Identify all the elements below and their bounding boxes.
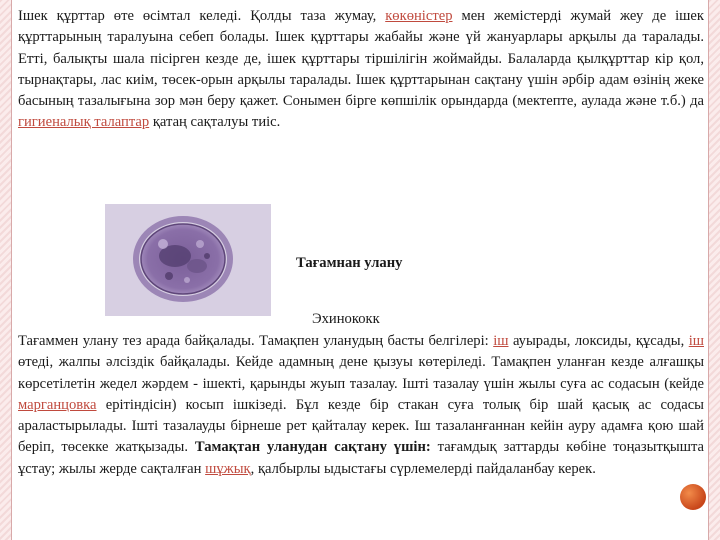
left-decorative-border bbox=[0, 0, 12, 540]
link-sausage[interactable]: шұжық bbox=[205, 460, 251, 477]
text-segment: Ішек құрттар өте өсімтал келеді. Қолды таза жумау, bbox=[18, 8, 386, 24]
orange-bullet-decoration bbox=[680, 484, 706, 510]
cell-illustration bbox=[105, 204, 271, 316]
text-segment: , қалбырлы ыдыстағы сүрлемелерді пайдаланбау керек. bbox=[250, 460, 596, 477]
bold-heading-prevention: Тамақтан уланудан сақтану үшін: bbox=[194, 439, 431, 456]
text-segment: мен жемістерді жумай жеу де ішек құрттарының таралуына себеп болады. Ішек құрттары жабайы және үй жануарлары арқылы да таралады. Етті, балықты шала пісірген кезде де, ішек құрттары тіршілігін жоймайды. Балаларда қылқұрттар кір қол, тырнақтары, лас киім, төсек-орын арқылы таралады. Ішек құрттарынан сақтану үшін әрбір адам өзінің жеке басының тазалығына зор мән беру қажет. Сонымен бірге көпшілік орындарда (мектепте, аулада және т.б.) да bbox=[18, 8, 704, 110]
link-permanganate[interactable]: марганцовка bbox=[18, 396, 97, 413]
paragraph-food-poisoning bbox=[18, 331, 704, 480]
text-segment: қатаң сақталуы тиіс. bbox=[149, 114, 281, 131]
echinococcus-image bbox=[105, 204, 271, 316]
text-segment: тағамдық заттарды көбіне тоңазытқышта ұстау; жылы жерде сақталған bbox=[18, 439, 704, 477]
section-heading: Тағамнан улану bbox=[296, 255, 403, 271]
figure-caption: Эхинококк bbox=[312, 311, 380, 327]
link-hygiene-requirements[interactable]: гигиеналық талаптар bbox=[18, 114, 150, 131]
link-vegetables[interactable]: көкөністер bbox=[385, 8, 453, 24]
link-abdomen-1[interactable]: іш bbox=[493, 333, 509, 349]
text-segment: ауырады, локсиды, құсады, bbox=[508, 333, 689, 349]
text-segment: өтеді, жалпы әлсіздік байқалады. Кейде адамның дене қызуы көтеріледі. Тамақпен уланған кезде алғашқы көрсетілетін жедел жәрдем - ішекті, қарынды жуып тазалау. Ішті тазалау үшін жылы суға ас содасын (кейде bbox=[18, 354, 704, 392]
text-segment: Тағаммен улану тез арада байқалады. Тамақпен уланудың басты белгілері: bbox=[18, 333, 494, 349]
link-abdomen-2[interactable]: іш bbox=[688, 333, 704, 349]
right-decorative-border bbox=[708, 0, 720, 540]
paragraph-intro bbox=[18, 6, 704, 134]
text-segment: ерітіндісін) косып ішкізеді. Бұл кезде бір стакан суға толық бір шай қасық ас содасы араластырылады. Ішті тазалауды бірнеше рет қайталау керек. Іш тазаланғаннан кейін ауру адамға қою шай беріп, төсекке жатқызады. bbox=[18, 396, 704, 456]
